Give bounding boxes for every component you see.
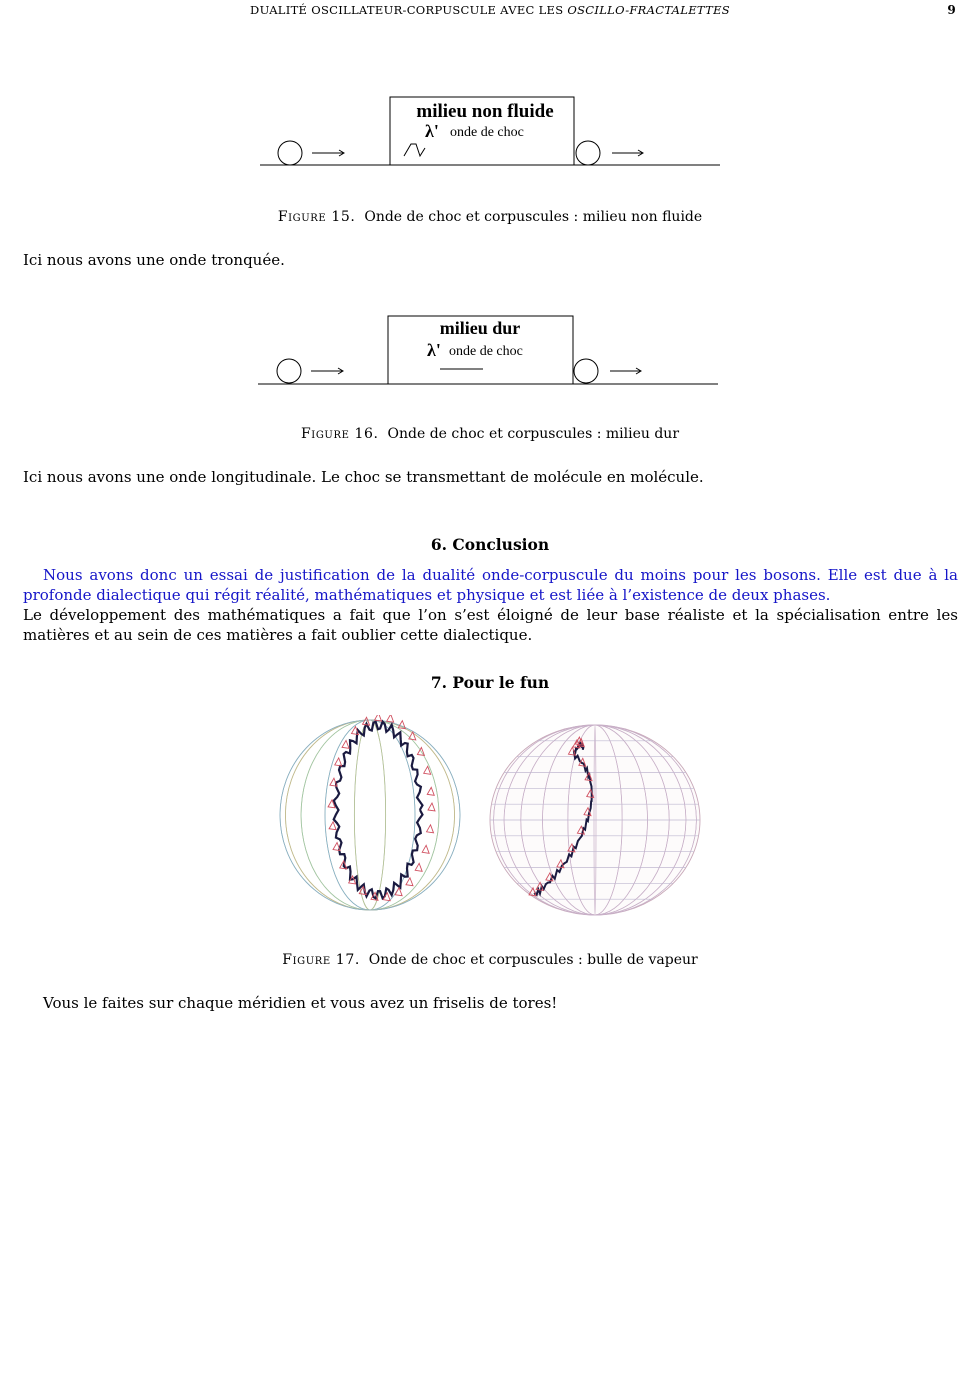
corpuscle-left xyxy=(277,359,301,383)
figure-16-caption: Figure 16. Onde de choc et corpuscules : milieu dur xyxy=(300,426,680,442)
conclusion-paragraph-blue: Nous avons donc un essai de justification de la dualité onde-corpuscule du moins pour les bosons. Elle est due à la profonde dialectique qui régit réalité, mathématiques et physique et est liée à l’existence de deux phases. xyxy=(23,566,958,604)
corpuscle-left xyxy=(278,141,302,165)
conclusion-paragraph: Le développement des mathématiques a fait que l’on s’est éloigné de leur base réaliste et la spécialisation entre les matières et au sein de ces matières a fait oublier cette dialectique. xyxy=(23,606,958,644)
running-header xyxy=(0,3,980,19)
page-number: 9 xyxy=(947,3,956,17)
truncated-wave xyxy=(404,144,425,156)
figure-16-lambda: λ' xyxy=(427,340,441,360)
paragraph-fun: Vous le faites sur chaque méridien et vous avez un friselis de tores! xyxy=(43,994,558,1012)
figure-15-lambda: λ' xyxy=(425,121,439,141)
figure-15-box-subtitle: onde de choc xyxy=(450,125,524,140)
figure-16-box-title: milieu dur xyxy=(439,318,521,338)
sphere-grid xyxy=(490,725,700,915)
figure-15-caption: Figure 15. Onde de choc et corpuscules : milieu non fluide xyxy=(277,209,703,225)
corpuscle-right xyxy=(574,359,598,383)
section-7-heading: 7. Pour le fun xyxy=(430,673,550,692)
section-6-heading: 6. Conclusion xyxy=(430,535,550,554)
paragraph-truncated-wave: Ici nous avons une onde tronquée. xyxy=(23,251,285,269)
figure-15-box-title: milieu non fluide xyxy=(416,101,554,122)
sphere-meridians xyxy=(280,715,460,910)
figure-15-diagram xyxy=(255,92,725,172)
figure-17-caption: Figure 17. Onde de choc et corpuscules : bulle de vapeur xyxy=(282,952,698,968)
corpuscle-right xyxy=(576,141,600,165)
figure-16-diagram xyxy=(255,311,725,391)
figure-16-box-subtitle: onde de choc xyxy=(449,344,523,359)
paragraph-longitudinal-wave: Ici nous avons une onde longitudinale. Le choc se transmettant de molécule en molécule. xyxy=(23,468,704,486)
header-title: DUALITÉ OSCILLATEUR-CORPUSCULE AVEC LES OSCILLO-FRACTALETTES xyxy=(250,3,730,17)
header-title-italic: OSCILLO-FRACTALETTES xyxy=(567,3,730,17)
figure-17-spheres xyxy=(270,715,710,920)
